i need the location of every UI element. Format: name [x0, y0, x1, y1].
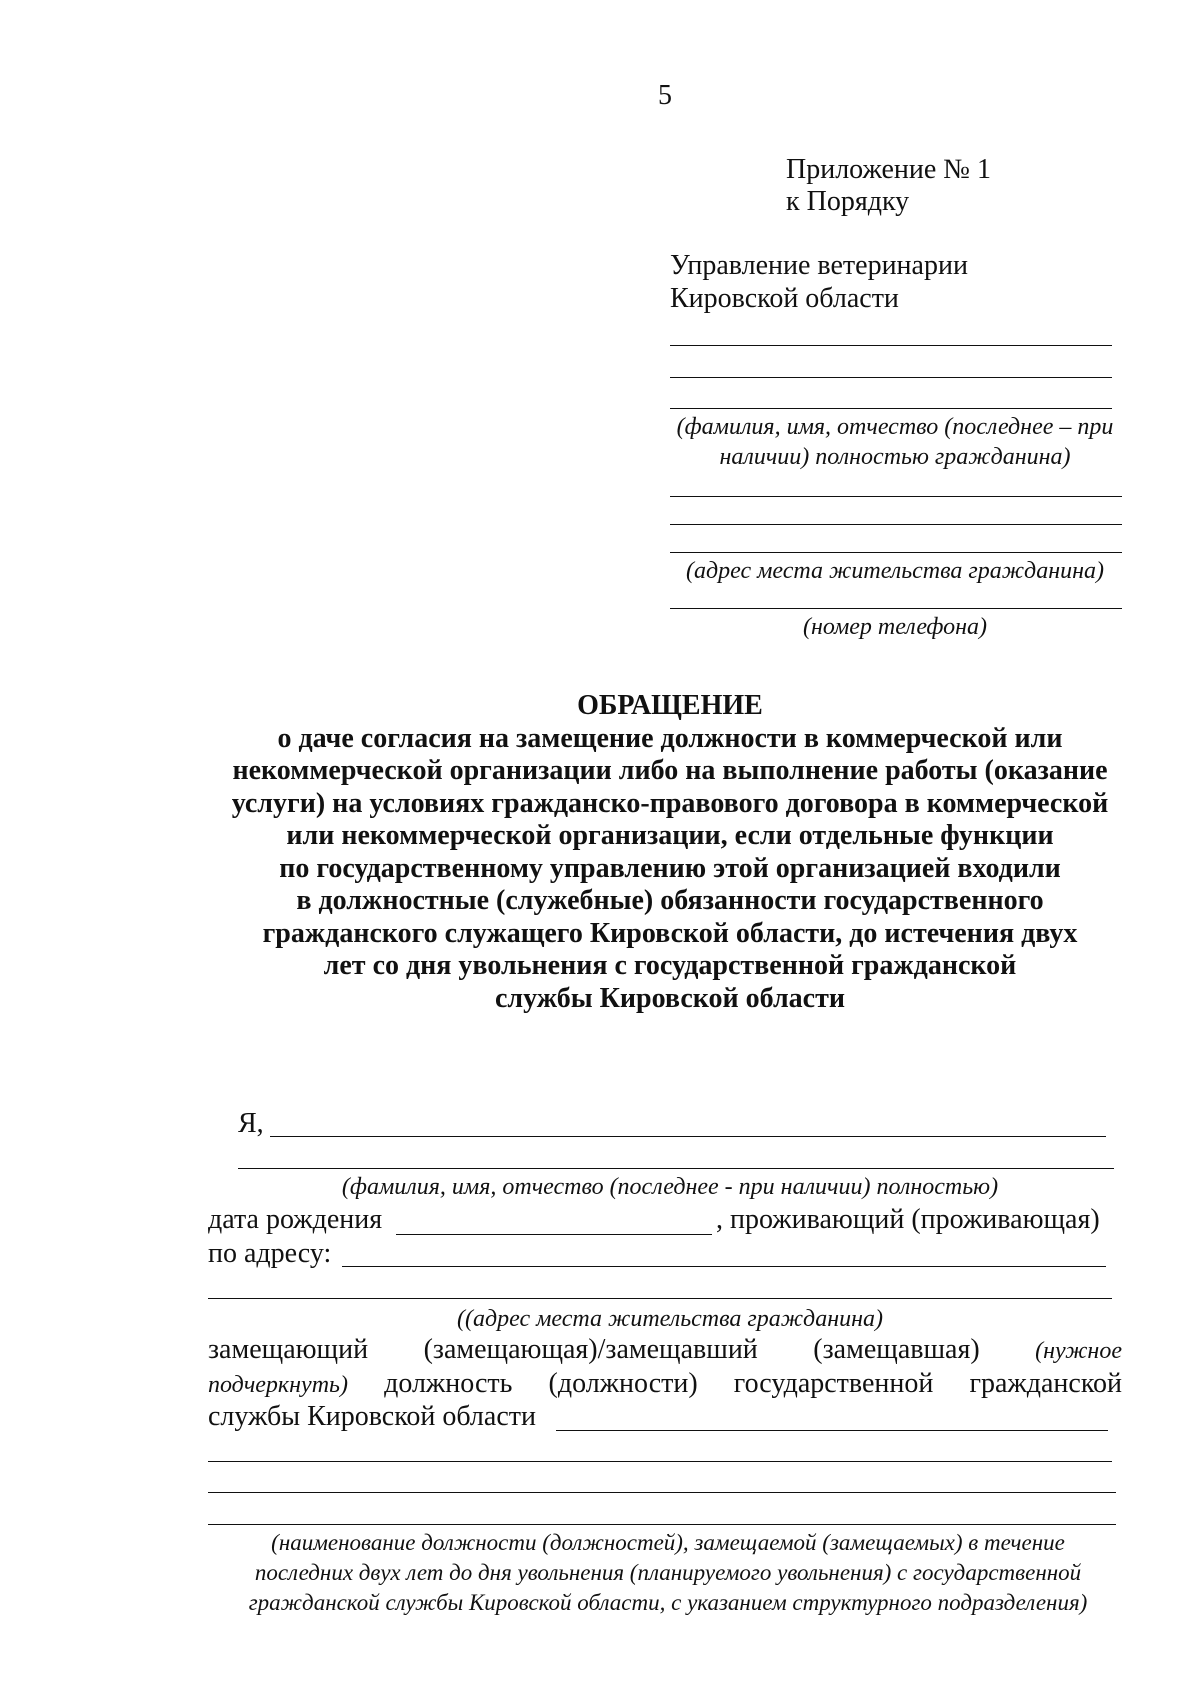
ya-label: Я,: [238, 1108, 264, 1139]
header-address-caption: (адрес места жительства гражданина): [685, 558, 1105, 584]
position-caption-line-2: последних двух лет до дня увольнения (планируемого увольнения) с государственной: [254, 1560, 1082, 1585]
title-line-3: услуги) на условиях гражданско-правового договора в коммерческой: [231, 787, 1109, 819]
title-line-9: службы Кировской области: [495, 982, 845, 1014]
page-number: 5: [658, 80, 672, 111]
header-address-line-1: [670, 496, 1122, 497]
position-line-4: [208, 1524, 1116, 1525]
underline-note: подчеркнуть): [208, 1372, 348, 1398]
address-line-1: [342, 1266, 1106, 1267]
header-address-line-3: [670, 552, 1122, 553]
replacing-word-2: (замещающая)/замещавший: [423, 1334, 758, 1365]
position-caption: [196, 1528, 1140, 1618]
service-label: службы Кировской области: [208, 1401, 536, 1432]
header-phone-line: [670, 608, 1122, 609]
position-caption-line-3: гражданской службы Кировской области, с указанием структурного подразделения): [248, 1590, 1088, 1615]
title-line-2: некоммерческой организации либо на выполнение работы (оказание: [232, 755, 1108, 786]
position-row: [208, 1368, 1122, 1401]
title-line-5: по государственному управлению этой организацией входили: [279, 852, 1061, 884]
residing-label: , проживающий (проживающая): [716, 1204, 1100, 1235]
appendix-line2: к Порядку: [786, 186, 910, 217]
replacing-note: (нужное: [1035, 1338, 1122, 1364]
replacing-row: [208, 1334, 1122, 1367]
header-phone-caption: (номер телефона): [802, 614, 988, 640]
title-line-7: гражданского служащего Кировской области, до истечения двух: [262, 917, 1078, 949]
addressee-line2: Кировской области: [670, 283, 899, 314]
ya-fio-line-1: [270, 1136, 1106, 1137]
header-fio-line-3: [670, 408, 1112, 409]
address-caption: ((адрес места жительства гражданина): [456, 1306, 883, 1332]
header-address-line-2: [670, 524, 1122, 525]
address-label: по адресу:: [208, 1238, 332, 1269]
position-word-3: государственной: [733, 1368, 934, 1399]
position-line-3: [208, 1492, 1116, 1493]
ya-fio-line-2: [238, 1168, 1114, 1169]
title-line-4: или некоммерческой организации, если отдельные функции: [286, 820, 1054, 851]
position-word-1: должность: [384, 1368, 513, 1399]
position-word-2: (должности): [548, 1368, 698, 1399]
position-line-1: [556, 1430, 1108, 1431]
header-fio-line-2: [670, 377, 1112, 378]
document-title: [190, 690, 1150, 1015]
replacing-word-1: замещающий: [208, 1334, 369, 1365]
title-heading: ОБРАЩЕНИЕ: [577, 690, 763, 721]
addressee-line1: Управление ветеринарии: [670, 250, 968, 281]
ya-fio-caption: (фамилия, имя, отчество (последнее - при наличии) полностью): [341, 1174, 999, 1200]
title-line-8: лет со дня увольнения с государственной гражданской: [323, 950, 1017, 981]
replacing-word-3: (замещавшая): [813, 1334, 980, 1365]
header-fio-caption-1: (фамилия, имя, отчество (последнее – при: [676, 414, 1114, 440]
title-line-1: о даче согласия на замещение должности в коммерческой или: [277, 722, 1063, 754]
position-word-4: гражданской: [969, 1368, 1122, 1399]
header-fio-caption-2: наличии) полностью гражданина): [719, 444, 1071, 470]
position-line-2: [208, 1461, 1112, 1462]
birth-label: дата рождения: [208, 1204, 383, 1235]
address-line-2: [208, 1298, 1112, 1299]
header-fio-line-1: [670, 345, 1112, 346]
birth-date-line: [396, 1234, 712, 1235]
position-caption-line-1: (наименование должности (должностей), замещаемой (замещаемых) в течение: [271, 1530, 1065, 1555]
title-line-6: в должностные (служебные) обязанности государственного: [296, 885, 1044, 916]
appendix-line1: Приложение № 1: [786, 154, 991, 185]
